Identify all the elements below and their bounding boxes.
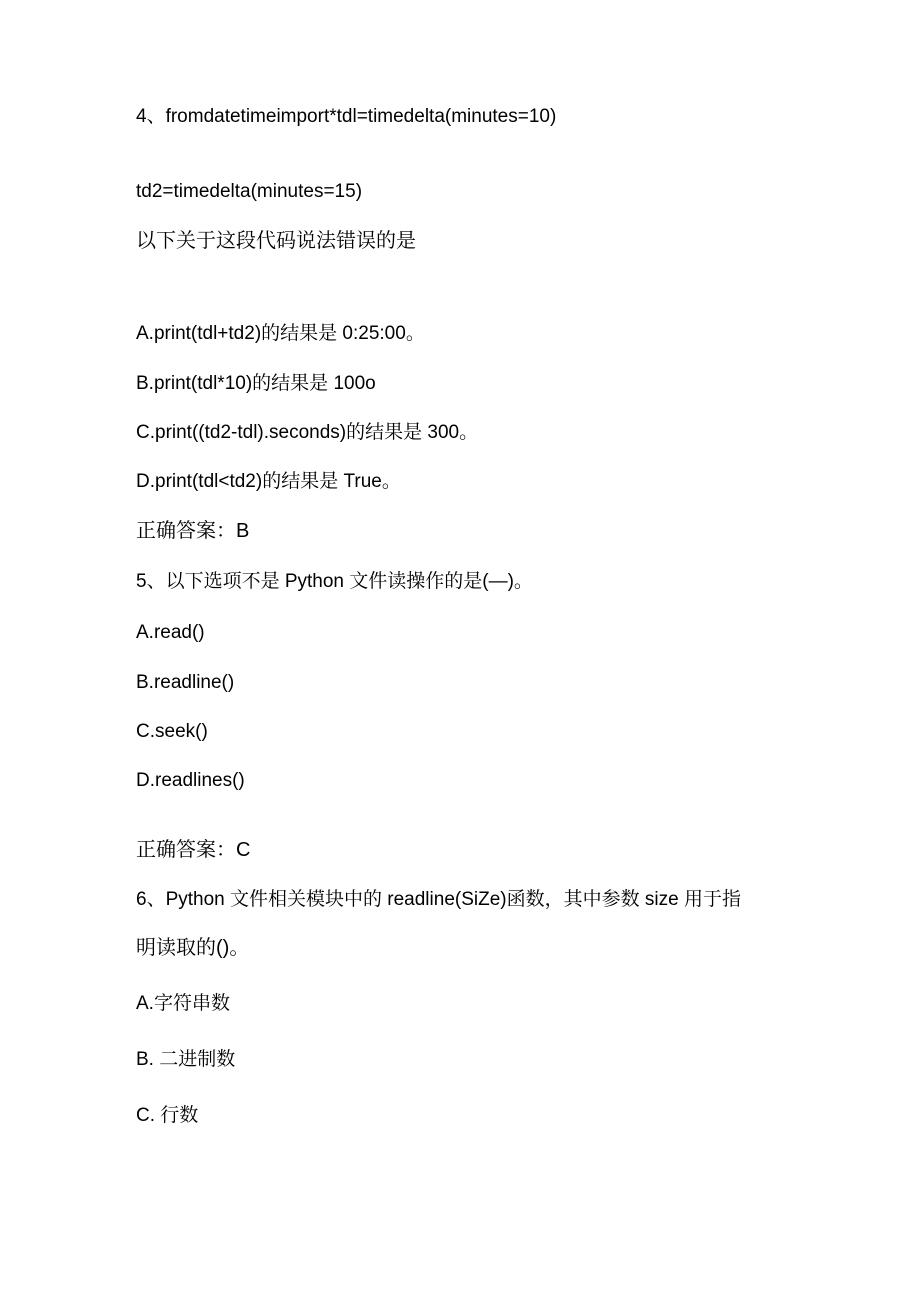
q4-option-c: C.print((td2-tdl).seconds)的结果是 300。 [136,422,479,443]
q5-option-c: C.seek() [136,721,208,742]
q4-stem-line1: 4、fromdatetimeimport*tdl=timedelta(minutes=10) [136,106,557,127]
q5-option-a: A.read() [136,622,205,643]
q5-stem: 5、以下选项不是 Python 文件读操作的是(—)。 [136,571,533,592]
q4-stem-line2: td2=timedelta(minutes=15) [136,181,363,202]
q6-stem-line2: 明读取的()。 [136,937,250,959]
q6-option-b: B. 二进制数 [136,1049,236,1070]
q6-stem-line1: 6、Python 文件相关模块中的 readline(SiZe)函数，其中参数 size 用于指 [136,889,741,910]
q4-option-b: B.print(tdl*10)的结果是 100o [136,373,376,394]
q4-stem-line3: 以下关于这段代码说法错误的是 [136,230,416,252]
q5-option-d: D.readlines() [136,770,245,791]
q6-option-a: A.字符串数 [136,993,230,1014]
q4-answer: 正确答案：B [136,520,250,542]
q5-option-b: B.readline() [136,672,235,693]
q6-option-c: C. 行数 [136,1105,199,1126]
q4-option-d: D.print(tdl<td2)的结果是 True。 [136,471,401,492]
q5-answer: 正确答案：C [136,839,251,861]
q4-option-a: A.print(tdl+td2)的结果是 0:25:00。 [136,323,425,344]
